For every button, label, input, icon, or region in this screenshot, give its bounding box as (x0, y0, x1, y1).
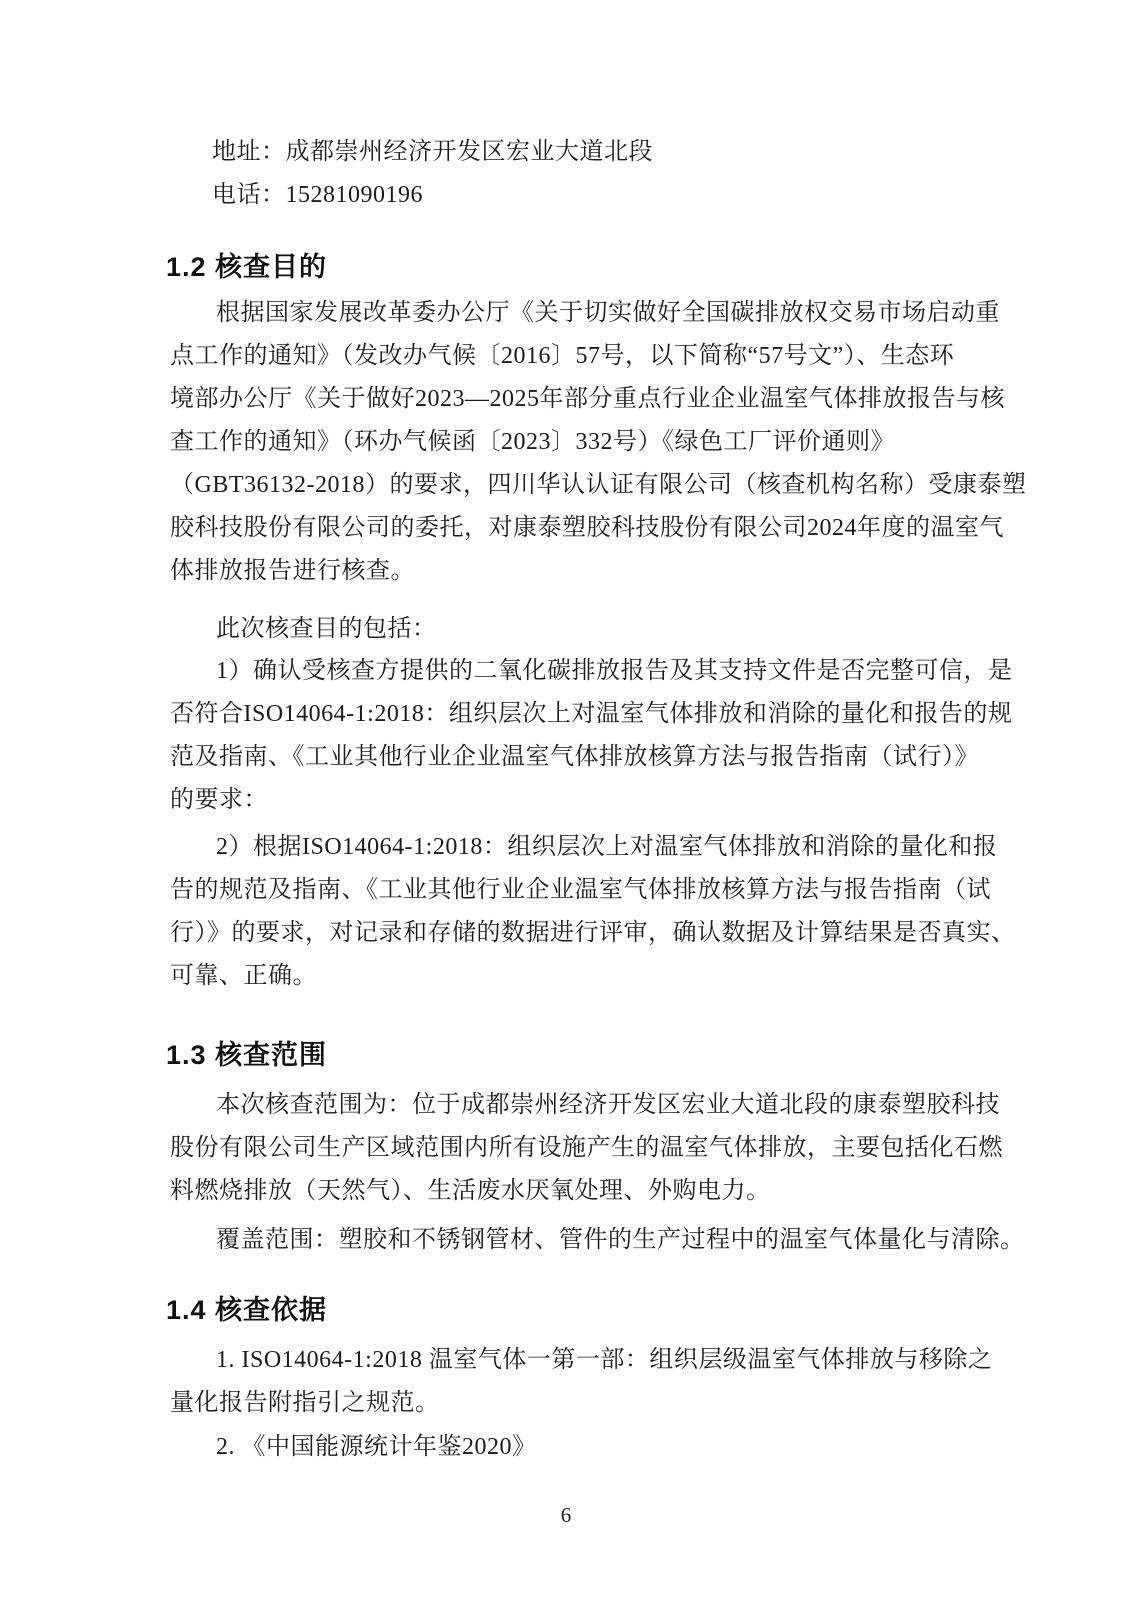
paragraph-basis (170, 292, 1027, 593)
section-heading-1-3: 1.3 核查范围 (166, 1040, 328, 1070)
paragraph-line: 量化报告附指引之规范。 (170, 1390, 440, 1416)
phone-line: 电话：15281090196 (212, 182, 423, 208)
paragraph-line: 体排放报告进行核查。 (170, 558, 415, 584)
paragraph-line: 胶科技股份有限公司的委托，对康泰塑胶科技股份有限公司2024年度的温室气 (170, 515, 1004, 541)
purpose-item-2 (170, 826, 1016, 998)
paragraph-line: 1）确认受核查方提供的二氧化碳排放报告及其支持文件是否完整可信，是 (216, 658, 1013, 684)
paragraph-line: 范及指南、《工业其他行业企业温室气体排放核算方法与报告指南（试行）》 (170, 744, 979, 770)
paragraph-line: 覆盖范围：塑胶和不锈钢管材、管件的生产过程中的温室气体量化与清除。 (216, 1227, 1025, 1253)
paragraph-line: 点工作的通知》（发改办气候〔2016〕57号，以下简称“57号文”）、生态环 (170, 343, 955, 369)
paragraph-line: 2. 《中国能源统计年鉴2020》 (216, 1434, 537, 1460)
paragraph-line: 根据国家发展改革委办公厅《关于切实做好全国碳排放权交易市场启动重 (216, 300, 1000, 326)
reference-item-1 (170, 1339, 992, 1425)
paragraph-line: 1. ISO14064-1:2018 温室气体一第一部：组织层级温室气体排放与移除之 (216, 1347, 993, 1373)
paragraph-line: 此次核查目的包括： (216, 616, 437, 642)
paragraph-line: 可靠、正确。 (170, 963, 317, 989)
contact-block (212, 131, 653, 217)
address-line: 地址：成都崇州经济开发区宏业大道北段 (212, 139, 653, 165)
paragraph-line: 查工作的通知》（环办气候函〔2023〕332号）《绿色工厂评价通则》 (170, 429, 895, 455)
purpose-intro (170, 608, 437, 651)
paragraph-line: 股份有限公司生产区域范围内所有设施产生的温室气体排放，主要包括化石燃 (170, 1135, 1003, 1161)
reference-item-2 (170, 1426, 537, 1469)
section-heading-1-2: 1.2 核查目的 (166, 252, 328, 282)
coverage-paragraph (170, 1219, 1025, 1262)
paragraph-line: 料燃烧排放（天然气）、生活废水厌氧处理、外购电力。 (170, 1178, 771, 1204)
paragraph-line: 的要求： (170, 787, 268, 813)
scope-paragraph (170, 1084, 1003, 1213)
paragraph-line: 本次核查范围为：位于成都崇州经济开发区宏业大道北段的康泰塑胶科技 (216, 1092, 1000, 1118)
paragraph-line: 境部办公厅《关于做好2023—2025年部分重点行业企业温室气体排放报告与核 (170, 386, 1005, 412)
paragraph-line: （GBT36132-2018）的要求，四川华认认证有限公司（核查机构名称）受康泰塑 (170, 472, 1027, 498)
page-number: 6 (560, 1503, 572, 1527)
paragraph-line: 告的规范及指南、《工业其他行业企业温室气体排放核算方法与报告指南（试 (170, 877, 991, 903)
paragraph-line: 2）根据ISO14064-1:2018：组织层次上对温室气体排放和消除的量化和报 (216, 834, 998, 860)
section-heading-1-4: 1.4 核查依据 (166, 1295, 328, 1325)
paragraph-line: 否符合ISO14064-1:2018：组织层次上对温室气体排放和消除的量化和报告的规 (170, 701, 1013, 727)
paragraph-line: 行）》的要求，对记录和存储的数据进行评审，确认数据及计算结果是否真实、 (170, 920, 1016, 946)
purpose-item-1 (170, 650, 1013, 822)
